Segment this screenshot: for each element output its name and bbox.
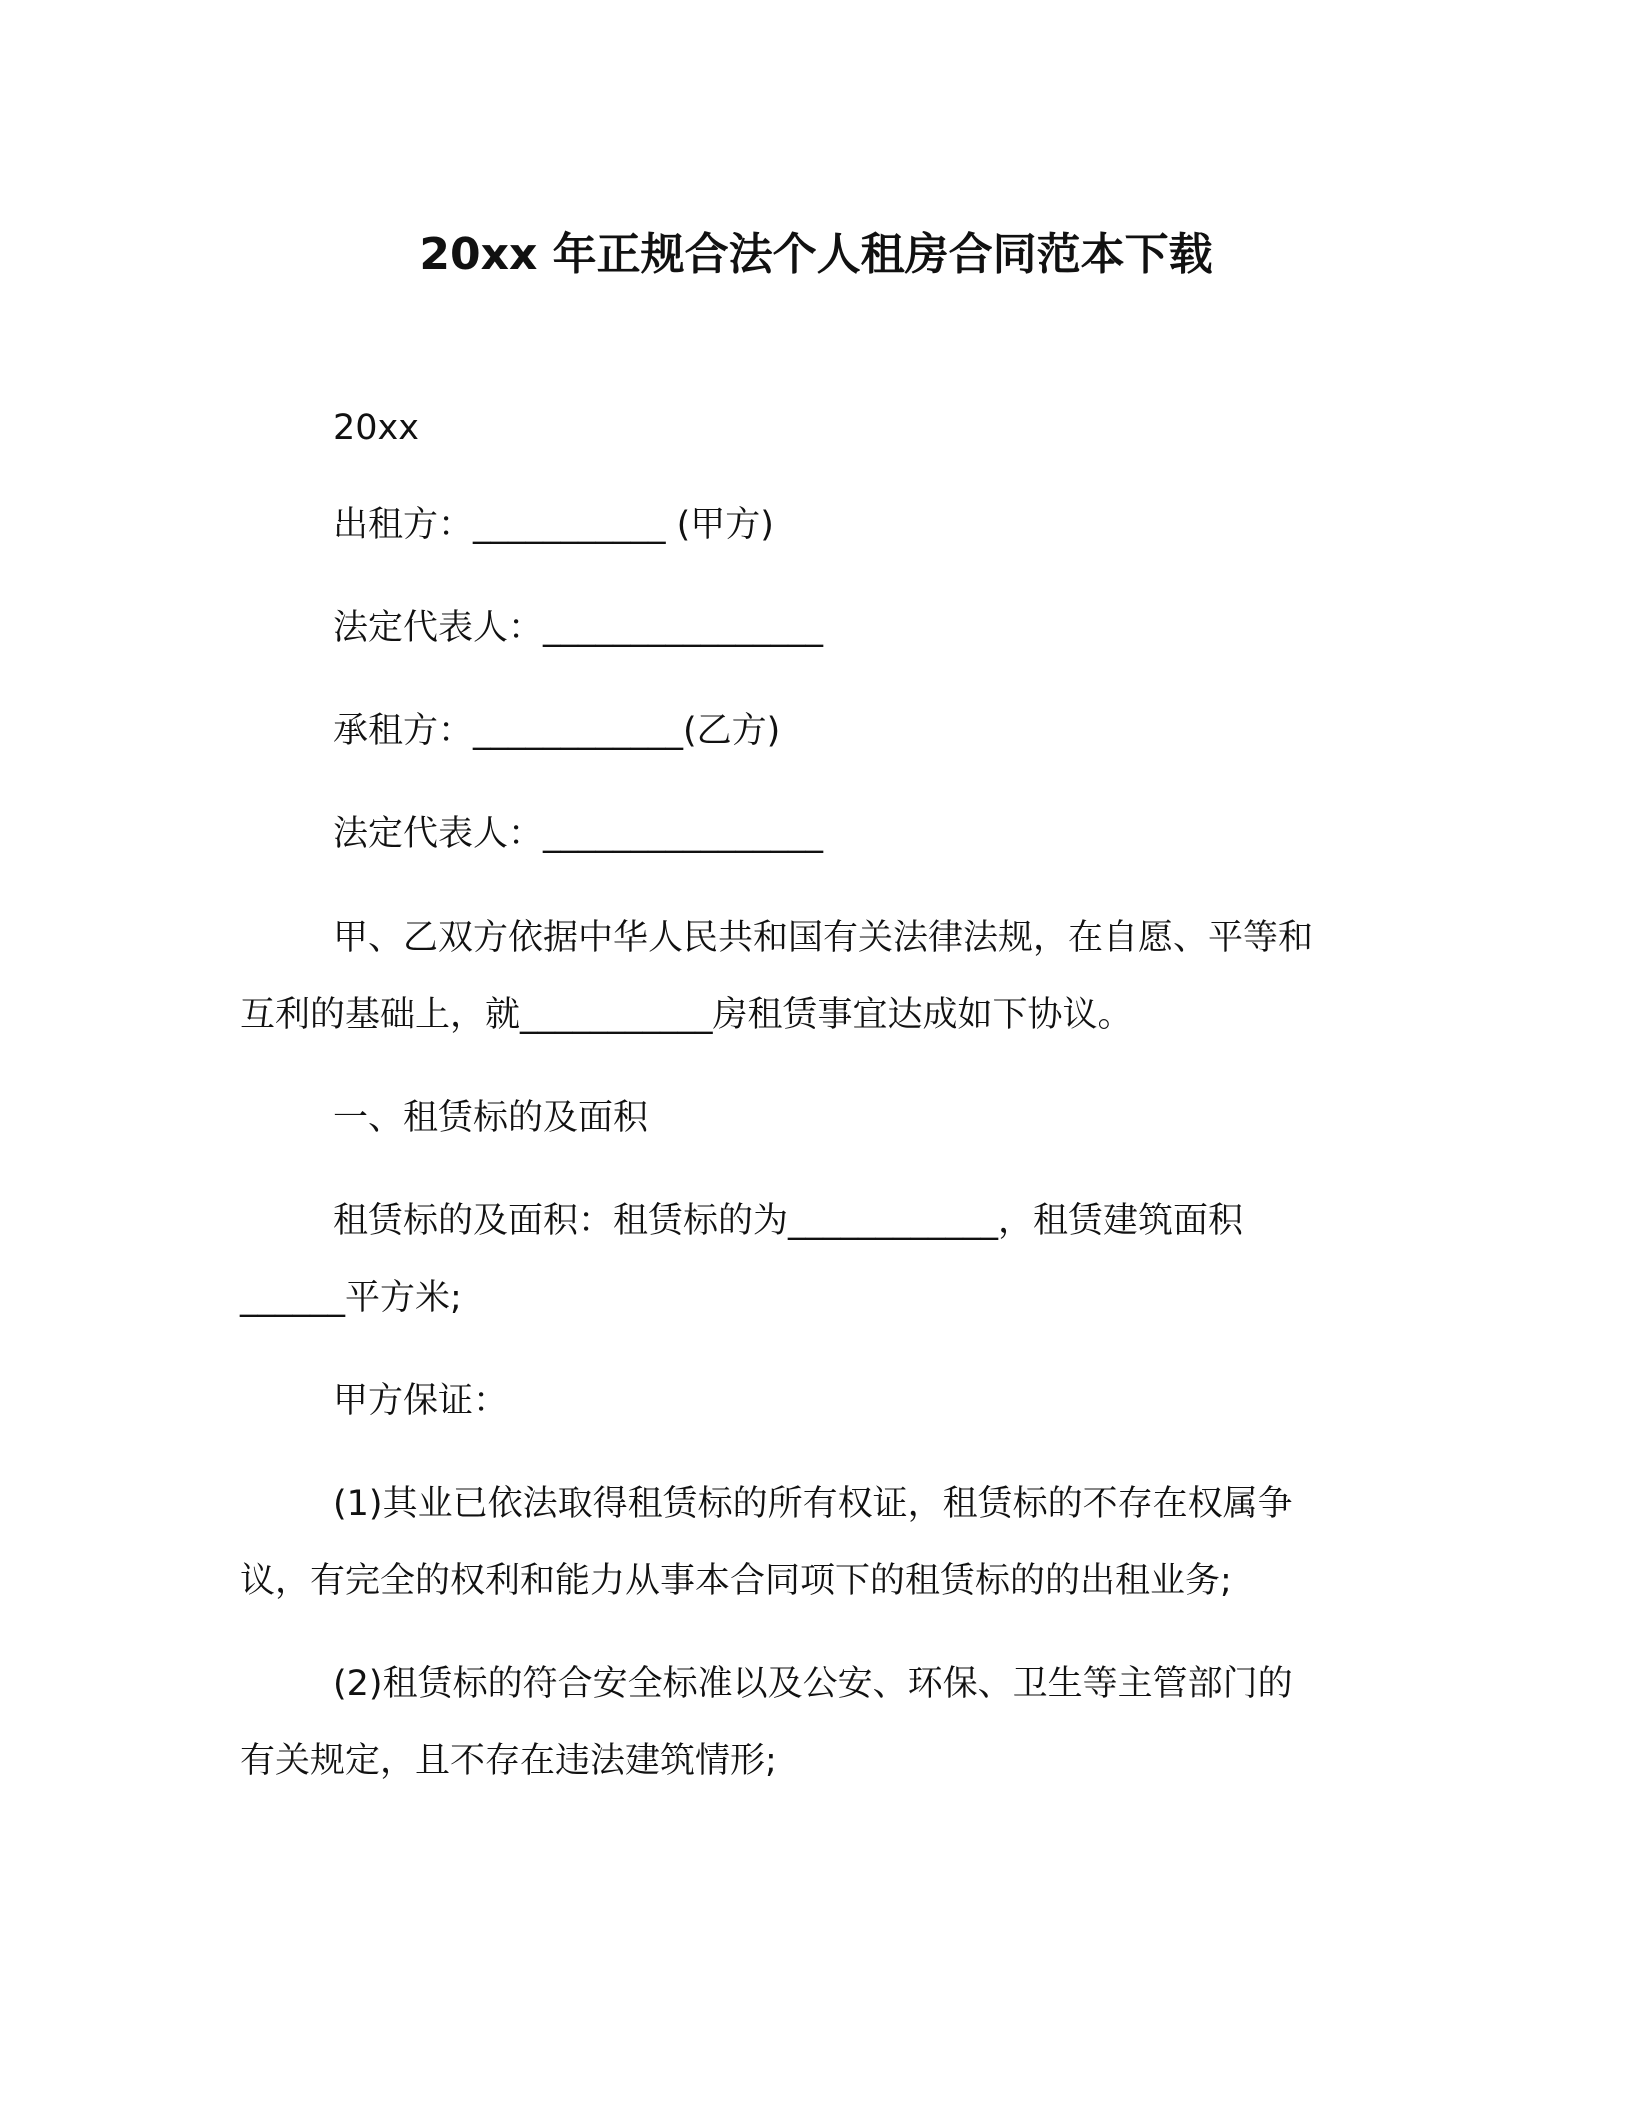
year-line: 20xx xyxy=(333,408,419,448)
clause-2-line-2: 有关规定，且不存在违法建筑情形; xyxy=(240,1741,777,1781)
lessor-line: 出租方：___________ (甲方) xyxy=(333,505,774,545)
lessee-line: 承租方：____________(乙方) xyxy=(333,711,781,751)
clause-1-line-2: 议，有完全的权利和能力从事本合同项下的租赁标的的出租业务; xyxy=(240,1561,1232,1601)
intro-paragraph-line-1: 甲、乙双方依据中华人民共和国有关法律法规，在自愿、平等和 xyxy=(333,918,1314,958)
lessee-representative-line: 法定代表人：________________ xyxy=(333,814,824,854)
clause-2-line-1: (2)租赁标的符合安全标准以及公安、环保、卫生等主管部门的 xyxy=(333,1664,1293,1704)
document-title: 20xx 年正规合法个人租房合同范本下载 xyxy=(419,229,1213,280)
intro-paragraph-line-2: 互利的基础上，就___________房租赁事宜达成如下协议。 xyxy=(240,995,1133,1035)
guarantee-heading: 甲方保证： xyxy=(333,1381,509,1421)
area-paragraph-line-2: ______平方米; xyxy=(240,1278,462,1318)
lessor-representative-line: 法定代表人：________________ xyxy=(333,608,824,648)
area-paragraph-line-1: 租赁标的及面积：租赁标的为____________，租赁建筑面积 xyxy=(333,1201,1244,1241)
clause-1-line-1: (1)其业已依法取得租赁标的所有权证，租赁标的不存在权属争 xyxy=(333,1484,1293,1524)
section-heading: 一、租赁标的及面积 xyxy=(333,1098,649,1138)
